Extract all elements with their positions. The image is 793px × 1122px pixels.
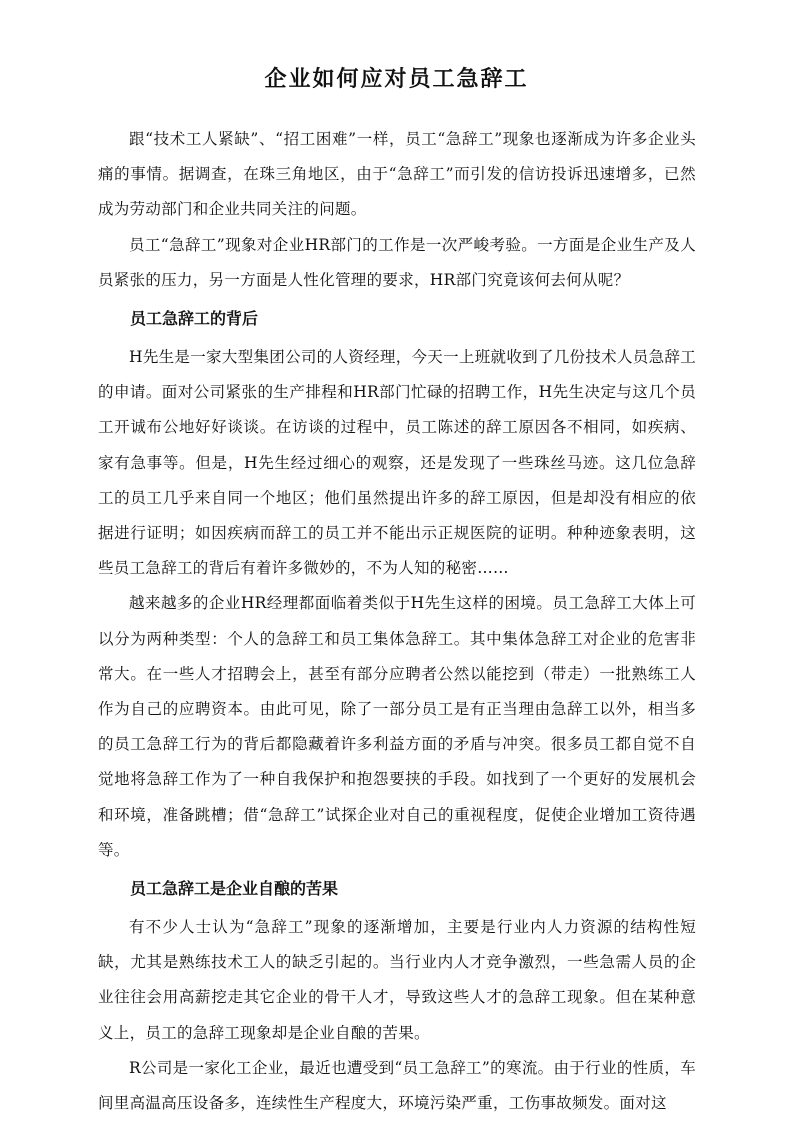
section-heading-background: 员工急辞工的背后 xyxy=(130,309,259,329)
section2-paragraph-1: 有不少人士认为“急辞工”现象的逐渐增加，主要是行业内人力资源的结构性短缺，尤其是熟练技术工人的缺乏引起的。当行业内人才竞争激烈，一些急需人员的企业往往会用高薪挖走其它企业的骨干人才，导致这些人才的急辞工现象。但在某种意义上，员工的急辞工现象却是企业自酿的苦果。 xyxy=(98,918,696,1042)
intro-paragraph-2: 员工“急辞工”现象对企业HR部门的工作是一次严峻考验。一方面是企业生产及人员紧张的压力，另一方面是人性化管理的要求，HR部门究竟该何去何从呢？ xyxy=(98,235,696,289)
section1-paragraph-1: H先生是一家大型集团公司的人资经理，今天一上班就收到了几份技术人员急辞工的申请。面对公司紧张的生产排程和HR部门忙碌的招聘工作，H先生决定与这几个员工开诚布公地好好谈谈。在访谈的过程中，员工陈述的辞工原因各不相同，如疾病、家有急事等。但是，H先生经过细心的观察，还是发现了一些珠丝马迹。这几位急辞工的员工几乎来自同一个地区；他们虽然提出许多的辞工原因，但是却没有相应的依据进行证明；如因疾病而辞工的员工并不能出示正规医院的证明。种种迹象表明，这些员工急辞工的背后有着许多微妙的，不为人知的秘密…… xyxy=(98,348,696,578)
section-heading-bitter-fruit: 员工急辞工是企业自酿的苦果 xyxy=(130,879,339,899)
section1-paragraph-2: 越来越多的企业HR经理都面临着类似于H先生这样的困境。员工急辞工大体上可以分为两种类型：个人的急辞工和员工集体急辞工。其中集体急辞工对企业的危害非常大。在一些人才招聘会上，甚至有部分应聘者公然以能挖到（带走）一批熟练工人作为自己的应聘资本。由此可见，除了一部分员工是有正当理由急辞工以外，相当多的员工急辞工行为的背后都隐藏着许多利益方面的矛盾与冲突。很多员工都自觉不自觉地将急辞工作为了一种自我保护和抱怨要挟的手段。如找到了一个更好的发展机会和环境，准备跳槽；借“急辞工”试探企业对自己的重视程度，促使企业增加工资待遇等。 xyxy=(98,594,696,859)
document-title: 企业如何应对员工急辞工 xyxy=(264,67,529,92)
document-body xyxy=(98,122,696,1121)
intro-paragraph-1: 跟“技术工人紧缺”、“招工困难”一样，员工“急辞工”现象也逐渐成为许多企业头痛的事情。据调查，在珠三角地区，由于“急辞工”而引发的信访投诉迅速增多，已然成为劳动部门和企业共同关注的问题。 xyxy=(98,130,696,219)
section2-paragraph-2: R公司是一家化工企业，最近也遭受到“员工急辞工”的寒流。由于行业的性质，车间里高温高压设备多，连续性生产程度大，环境污染严重，工伤事故频发。面对这 xyxy=(98,1058,696,1113)
